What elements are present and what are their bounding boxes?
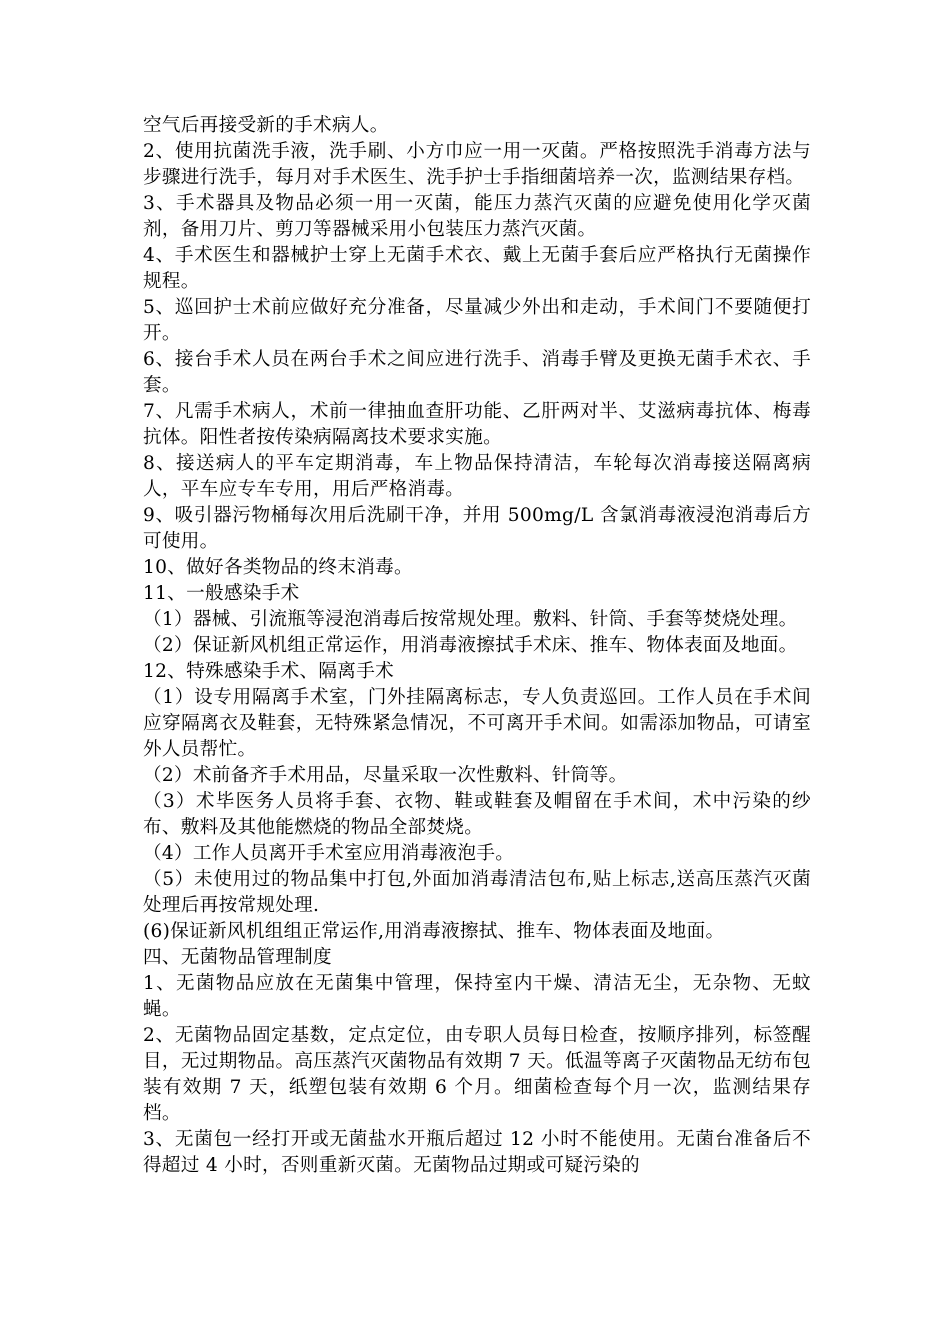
paragraph-subitem-11-2: （2）保证新风机组正常运作，用消毒液擦拭手术床、推车、物体表面及地面。 — [143, 635, 798, 656]
section-heading-general-infection: 11、一般感染手术 — [143, 583, 300, 604]
paragraph-subitem-12-3: （3）术毕医务人员将手套、衣物、鞋或鞋套及帽留在手术间，术中污染的纱布、敷料及其他能燃烧的物品全部焚烧。 — [143, 791, 811, 838]
paragraph-item-6: 6、接台手术人员在两台手术之间应进行洗手、消毒手臂及更换无菌手术衣、手套。 — [143, 349, 811, 396]
paragraph-continuation: 空气后再接受新的手术病人。 — [143, 115, 389, 136]
paragraph-item-8: 8、接送病人的平车定期消毒，车上物品保持清洁，车轮每次消毒接送隔离病人，平车应专车专用，用后严格消毒。 — [143, 453, 811, 500]
paragraph-item-2: 2、使用抗菌洗手液，洗手刷、小方巾应一用一灭菌。严格按照洗手消毒方法与步骤进行洗手，每月对手术医生、洗手护士手指细菌培养一次，监测结果存档。 — [143, 141, 811, 188]
paragraph-subitem-12-4: （4）工作人员离开手术室应用消毒液泡手。 — [143, 843, 515, 864]
paragraph-sterile-2: 2、无菌物品固定基数，定点定位，由专职人员每日检查，按顺序排列，标签醒目，无过期物品。高压蒸汽灭菌物品有效期 7 天。低温等离子灭菌物品无纺布包装有效期 7 天，纸塑包装有效期 6 个月。细菌检查每个月一次，监测结果存档。 — [143, 1025, 811, 1124]
paragraph-item-4: 4、手术医生和器械护士穿上无菌手术衣、戴上无菌手套后应严格执行无菌操作规程。 — [143, 245, 811, 292]
paragraph-sterile-1: 1、无菌物品应放在无菌集中管理，保持室内干燥、清洁无尘，无杂物、无蚊蝇。 — [143, 973, 811, 1020]
document-body — [143, 113, 811, 1179]
section-heading-special-infection: 12、特殊感染手术、隔离手术 — [143, 661, 394, 682]
paragraph-item-5: 5、巡回护士术前应做好充分准备，尽量减少外出和走动，手术间门不要随便打开。 — [143, 297, 811, 344]
paragraph-subitem-11-1: （1）器械、引流瓶等浸泡消毒后按常规处理。敷料、针筒、手套等焚烧处理。 — [143, 609, 798, 630]
paragraph-subitem-12-6: (6)保证新风机组组正常运作,用消毒液擦拭、推车、物体表面及地面。 — [143, 921, 725, 942]
paragraph-item-9: 9、吸引器污物桶每次用后洗刷干净，并用 500mg/L 含氯消毒液浸泡消毒后方可使用。 — [143, 505, 811, 552]
paragraph-subitem-12-1: （1）设专用隔离手术室，门外挂隔离标志，专人负责巡回。工作人员在手术间应穿隔离衣及鞋套，无特殊紧急情况，不可离开手术间。如需添加物品，可请室外人员帮忙。 — [143, 687, 811, 760]
section-heading-sterile-items: 四、无菌物品管理制度 — [143, 947, 332, 968]
paragraph-item-10: 10、做好各类物品的终末消毒。 — [143, 557, 413, 578]
paragraph-item-7: 7、凡需手术病人，术前一律抽血查肝功能、乙肝两对半、艾滋病毒抗体、梅毒抗体。阳性者按传染病隔离技术要求实施。 — [143, 401, 811, 448]
paragraph-sterile-3: 3、无菌包一经打开或无菌盐水开瓶后超过 12 小时不能使用。无菌台准备后不得超过 4 小时，否则重新灭菌。无菌物品过期或可疑污染的 — [143, 1129, 811, 1176]
paragraph-subitem-12-5: （5）未使用过的物品集中打包,外面加消毒清洁包布,贴上标志,送高压蒸汽灭菌处理后再按常规处理. — [143, 869, 811, 916]
paragraph-item-3: 3、手术器具及物品必须一用一灭菌，能压力蒸汽灭菌的应避免使用化学灭菌剂，备用刀片、剪刀等器械采用小包装压力蒸汽灭菌。 — [143, 193, 811, 240]
paragraph-subitem-12-2: （2）术前备齐手术用品，尽量采取一次性敷料、针筒等。 — [143, 765, 628, 786]
